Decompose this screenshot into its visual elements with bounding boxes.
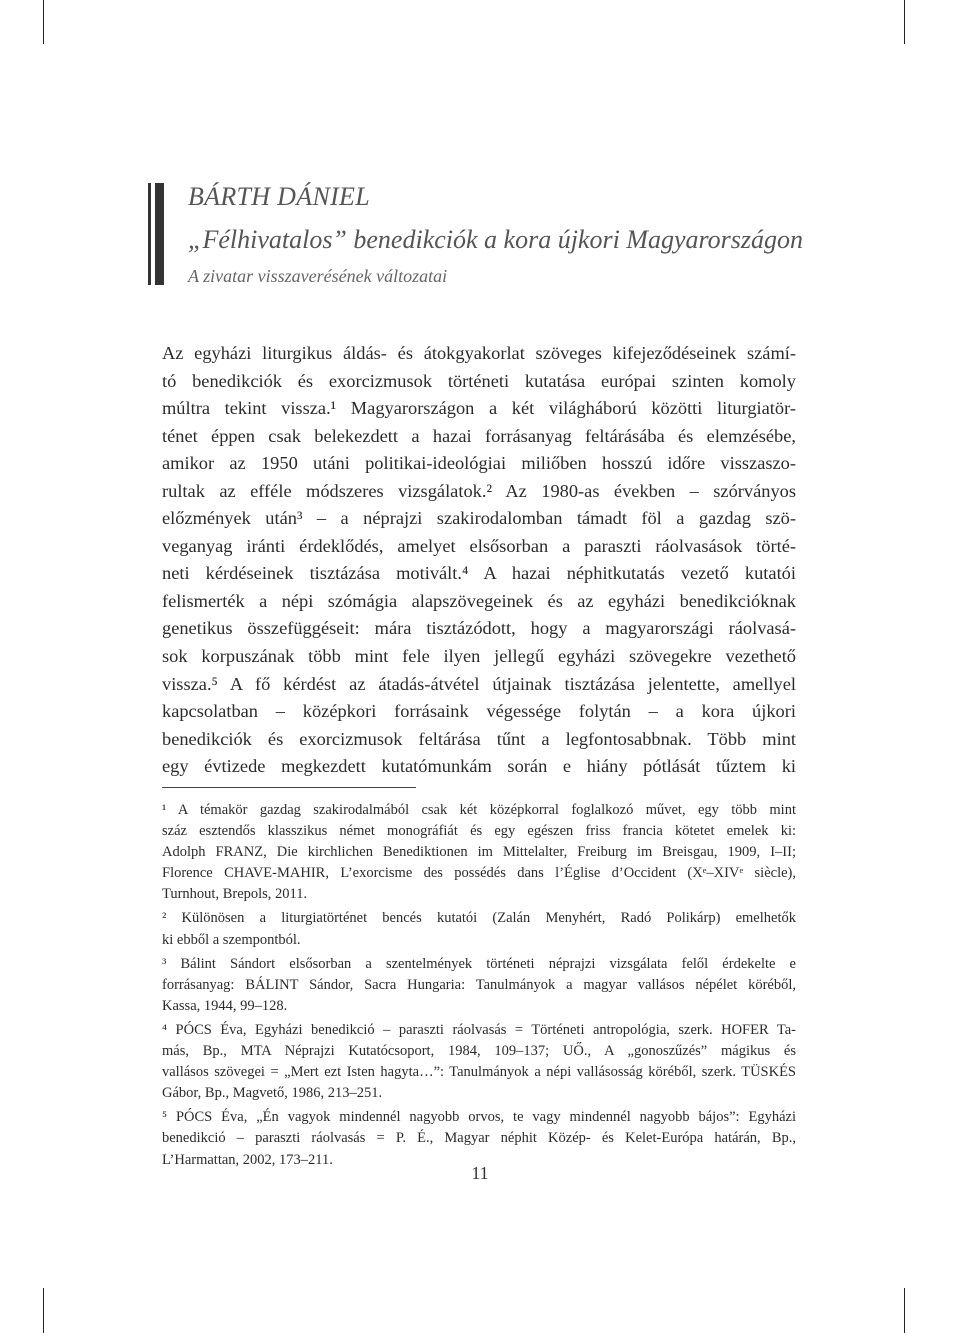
body-line: rultak az efféle módszeres vizsgálatok.² Az 1980-as években – szórványos [162, 480, 796, 501]
footnote-4 [162, 1020, 796, 1104]
header-bar-thin [148, 183, 151, 285]
body-text [162, 340, 796, 781]
crop-mark-top-right [904, 0, 905, 44]
body-line: egy évtizede megkezdett kutatómunkám során e hiány pótlását tűztem ki [162, 756, 796, 777]
body-line: genetikus összefüggéseit: mára tisztázódott, hogy a magyarországi ráolvasá- [162, 618, 796, 639]
body-line: ténet éppen csak belekezdett a hazai forrásanyag feltárásába és elemzésébe, [162, 425, 796, 446]
footnote-separator [162, 787, 416, 788]
body-line: veganyag iránti érdeklődés, amelyet elsősorban a paraszti ráolvasások törté- [162, 535, 796, 556]
article-title: „Félhivatalos” benedikciók a kora újkori Magyarországon [188, 225, 804, 254]
article-subtitle: A zivatar visszaverésének változatai [188, 266, 448, 286]
footnote-3 [162, 954, 796, 1017]
footnote-line: ² Különösen a liturgiatörténet bencés kutatói (Zalán Menyhért, Radó Polikárp) emelhetők [162, 910, 796, 927]
footnote-line: száz esztendős klasszikus német monográfiát és egy egészen friss francia kötetet emelek ki: [162, 823, 796, 840]
footnote-line: Adolph FRANZ, Die kirchlichen Benediktionen im Mittelalter, Freiburg im Breisgau, 1909, I–II; [162, 844, 796, 861]
footnote-line: Turnhout, Brepols, 2011. [162, 886, 308, 903]
footnote-line: ¹ A témakör gazdag szakirodalmából csak két középkorral foglalkozó művet, egy több mint [162, 802, 796, 818]
body-line: múltra tekint vissza.¹ Magyarországon a két világháború közötti liturgiatör- [162, 398, 796, 419]
body-line: vissza.⁵ A fő kérdést az átadás-átvétel útjainak tisztázása jelentette, amellyel [162, 673, 796, 694]
author-name: BÁRTH DÁNIEL [188, 182, 370, 211]
body-line: kapcsolatban – középkori forrásaink végessége folytán – a kora újkori [162, 701, 796, 722]
body-line: sok korpuszának több mint fele ilyen jellegű egyházi szövegekre vezethető [162, 646, 796, 667]
footnote-1 [162, 800, 796, 905]
body-line: felismerték a népi szómágia alapszövegeinek és az egyházi benedikcióknak [162, 590, 796, 611]
footnote-line: más, Bp., MTA Néprajzi Kutatócsoport, 1984, 109–137; UŐ., A „gonoszűzés” mágikus és [162, 1043, 796, 1060]
crop-mark-top-left [43, 0, 44, 44]
footnote-line: vallásos szövegei = „Mert ezt Isten hagyta…”: Tanulmányok a népi vallásosság köréből, szerk. TÜSKÉS [162, 1064, 796, 1081]
crop-mark-bottom-right [904, 1288, 905, 1333]
footnote-line: Florence CHAVE-MAHIR, L’exorcisme des possédés dans l’Église d’Occident (Xᵉ–XIVᵉ siècle), [162, 865, 796, 882]
header-bar-thick [155, 183, 164, 285]
footnote-line: ⁴ PÓCS Éva, Egyházi benedikció – paraszti ráolvasás = Történeti antropológia, szerk. HOFER Ta- [162, 1021, 796, 1038]
footnote-line: benedikció – paraszti ráolvasás = P. É., Magyar néphit Közép- és Kelet-Európa határán, Bp., [162, 1130, 796, 1147]
footnote-line: ³ Bálint Sándort elsősorban a szentelmények történeti néprajzi vizsgálata felől érdekelte e [162, 955, 796, 972]
body-line: amikor az 1950 utáni politikai-ideológiai miliőben hosszú időre visszaszo- [162, 453, 796, 474]
footnote-line: Gábor, Bp., Magvető, 1986, 213–251. [162, 1085, 383, 1102]
footnote-line: ki ebből a szempontból. [162, 931, 301, 948]
page-number: 11 [471, 1163, 489, 1183]
body-line: tó benedikciók és exorcizmusok történeti kutatása európai szinten komoly [162, 370, 796, 391]
footnote-line: L’Harmattan, 2002, 173–211. [162, 1151, 333, 1168]
crop-mark-bottom-left [43, 1288, 44, 1333]
header-decoration-bars [148, 183, 168, 285]
body-line: neti kérdéseinek tisztázása motivált.⁴ A hazai néphitkutatás vezető kutatói [162, 563, 796, 584]
footnote-line: forrásanyag: BÁLINT Sándor, Sacra Hungaria: Tanulmányok a magyar vallásos népélet köréből, [162, 976, 796, 993]
body-line: Az egyházi liturgikus áldás- és átokgyakorlat szöveges kifejeződéseinek számí- [162, 343, 796, 363]
body-line: előzmények után³ – a néprajzi szakirodalomban támadt föl a gazdag szö- [162, 508, 796, 529]
body-line: benedikciók és exorcizmusok feltárása tűnt a legfontosabbnak. Több mint [162, 728, 796, 749]
footnote-line: Kassa, 1944, 99–128. [162, 997, 288, 1014]
footnote-5 [162, 1107, 796, 1170]
footnote-2 [162, 908, 796, 950]
footnote-line: ⁵ PÓCS Éva, „Én vagyok mindennél nagyobb orvos, te vagy mindennél nagyobb bájos”: Egyházi [162, 1109, 796, 1126]
footnotes [162, 800, 796, 1171]
